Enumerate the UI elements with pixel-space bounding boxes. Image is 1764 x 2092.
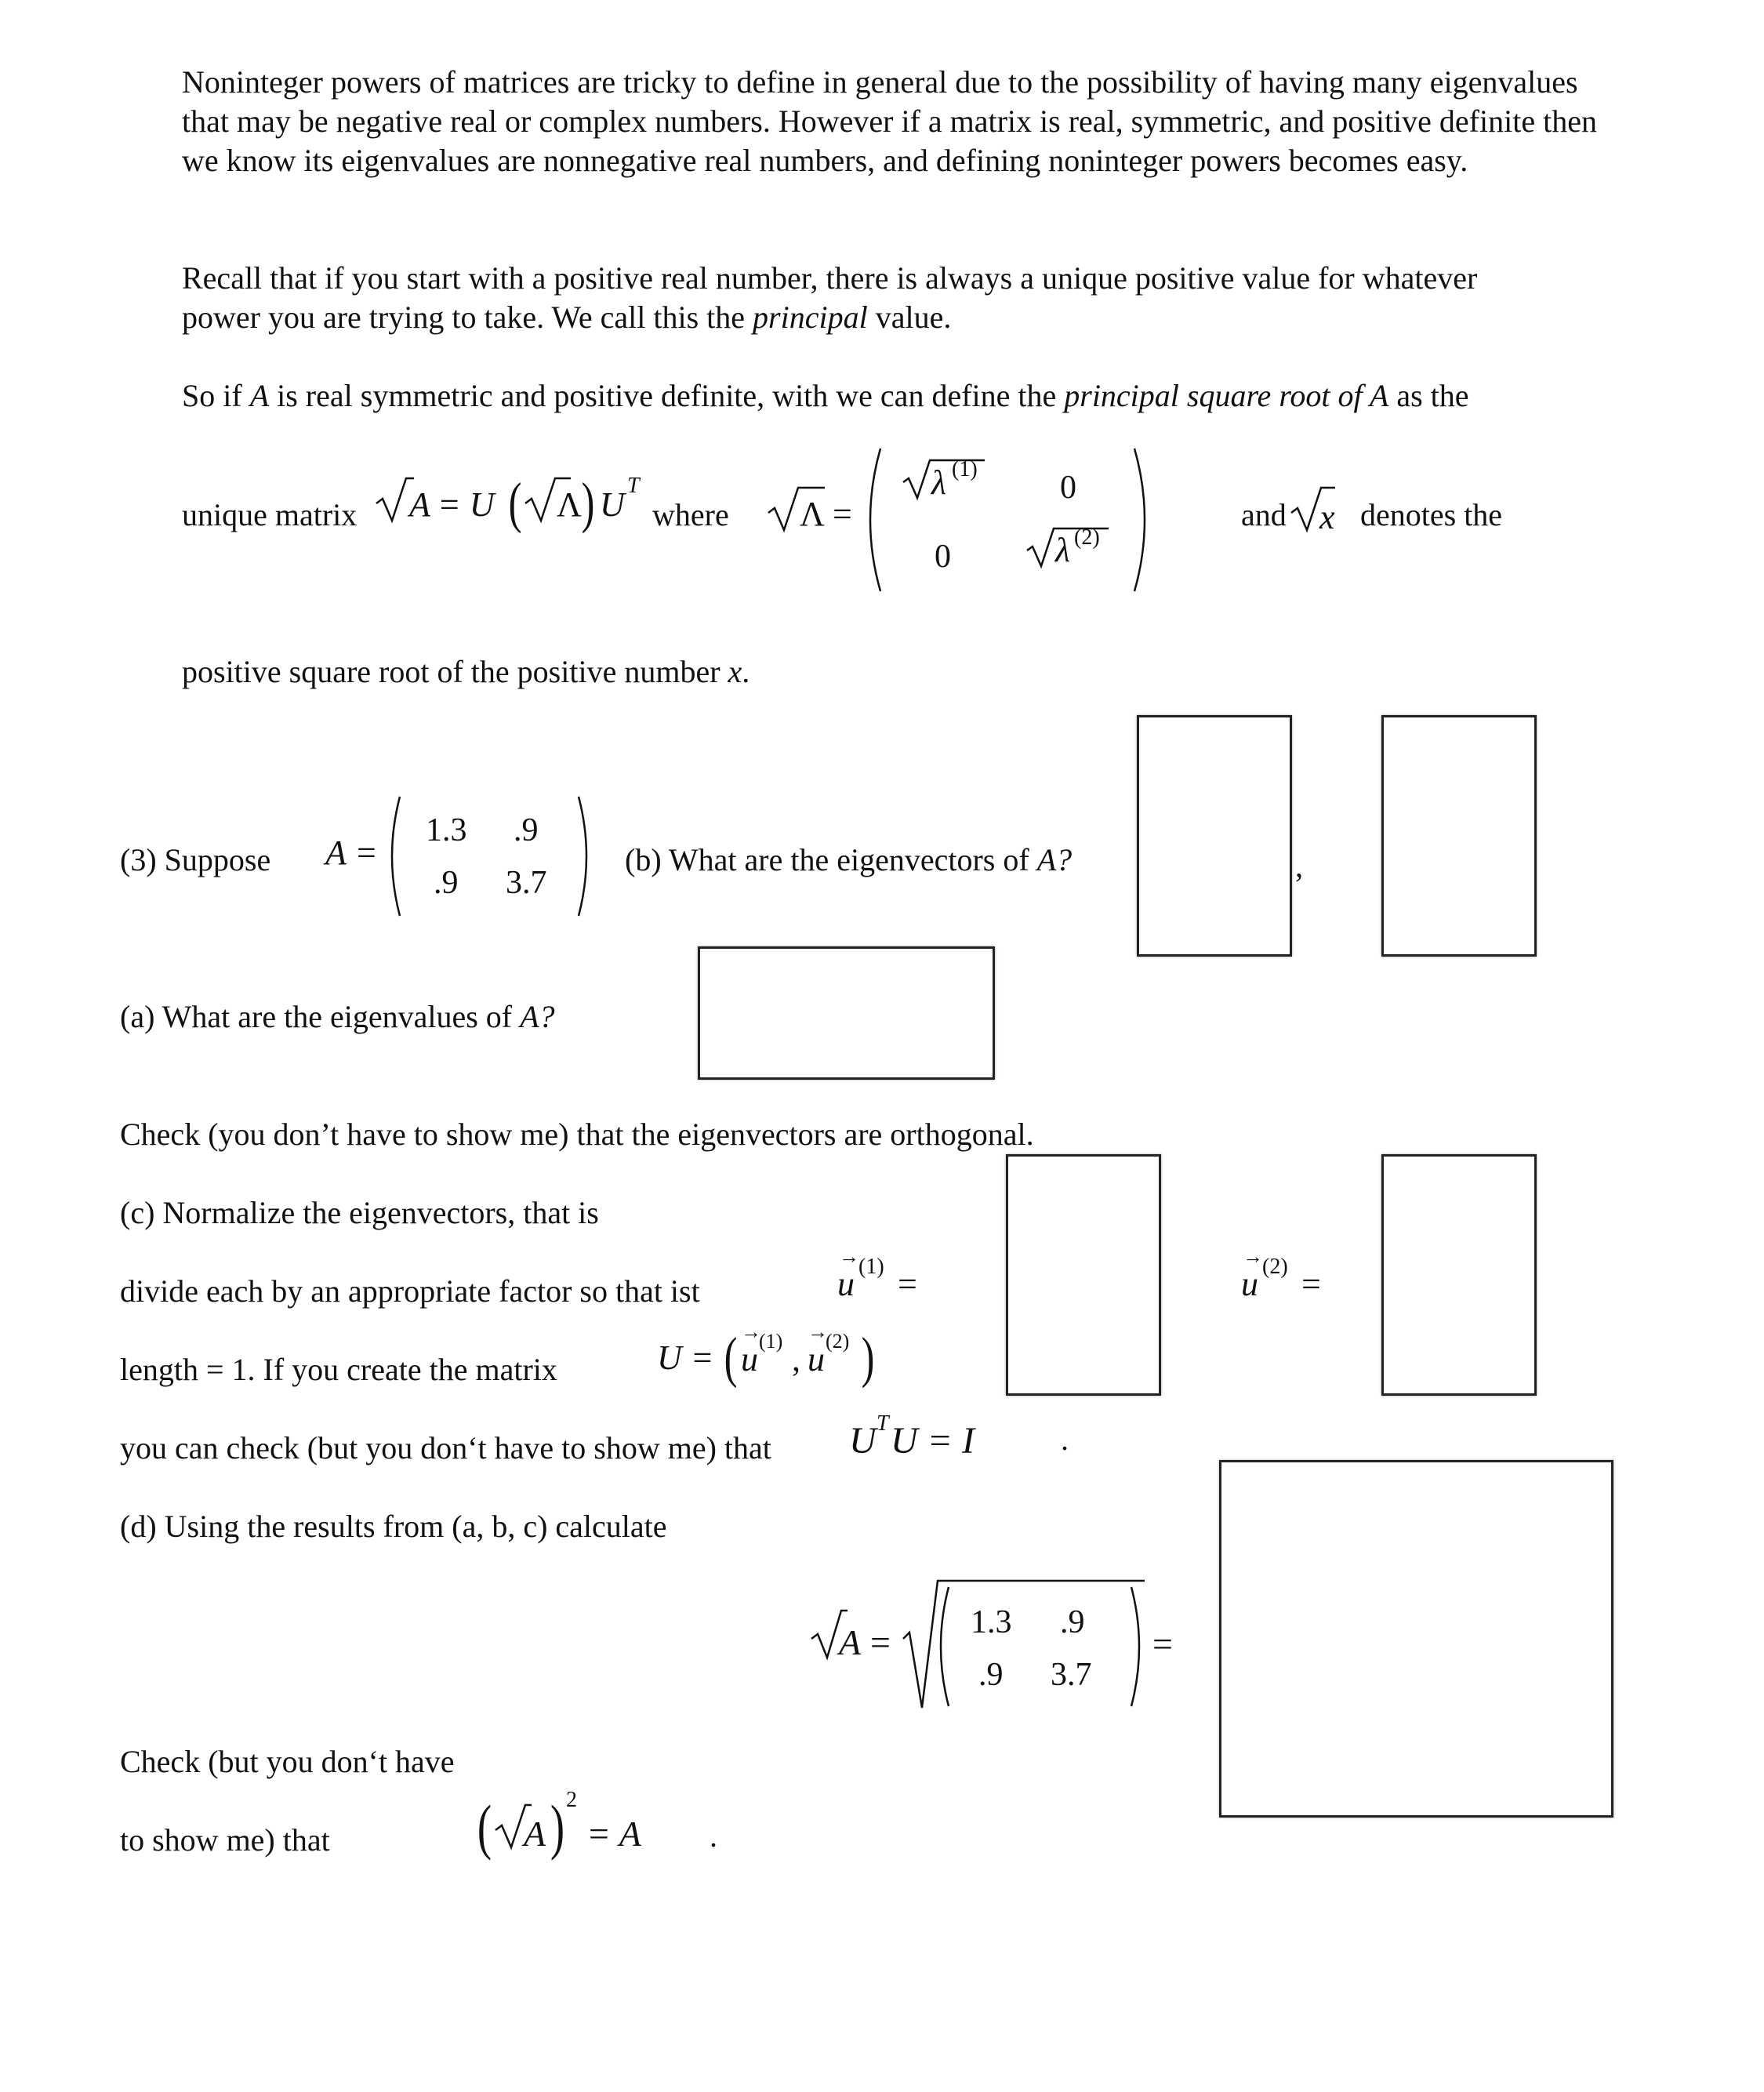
sq-equals-A: = A: [586, 1814, 641, 1854]
question-b-text: (b) What are the eigenvectors of: [625, 842, 1037, 877]
check2-line-1: Check (but you don‘t have: [120, 1744, 455, 1779]
part-c-line-2: divide each by an appropriate factor so that ist: [120, 1273, 700, 1309]
calc-matrix-21: .9: [978, 1657, 1004, 1693]
part-c-line-1: (c) Normalize the eigenvectors, that is: [120, 1195, 599, 1230]
part-c-line-4: you can check (but you don‘t have to show me) that: [120, 1430, 771, 1465]
U-u2-arrow: →: [808, 1320, 828, 1343]
where-label: where: [652, 497, 729, 532]
diag-zero-21: 0: [935, 539, 951, 575]
question-b-A: A?: [1036, 842, 1073, 877]
para3-text-a: So if: [182, 378, 250, 413]
part-c-line-3: length = 1. If you create the matrix: [120, 1352, 557, 1387]
para3-text-c: as the: [1388, 378, 1469, 413]
calc-A: A: [839, 1622, 862, 1662]
calc-equals-1: =: [870, 1622, 891, 1662]
u1-sup: (1): [858, 1255, 884, 1279]
and-label: and: [1241, 497, 1287, 532]
matrix-A-11: 1.3: [426, 812, 467, 848]
positive-sqrt-text: positive square root of the positive number: [182, 654, 728, 689]
U-u1-arrow: →: [741, 1320, 761, 1343]
part-d-line: (d) Using the results from (a, b, c) calculate: [120, 1509, 667, 1544]
unique-matrix-label: unique matrix: [182, 497, 358, 532]
intro-paragraph-1: Noninteger powers of matrices are tricky to define in general due to the possibility of having many eigenvalues that may be negative real or complex numbers. However if a matrix is real, symmetric, and positive definite then we know its eigenvalues are nonnegative real numbers, and defining noninteger powers becomes easy.: [182, 64, 1597, 178]
U-comma: ,: [792, 1340, 800, 1378]
denotes-the-label: denotes the: [1360, 497, 1503, 532]
positive-sqrt-x: x: [728, 654, 742, 689]
sq-exponent: 2: [566, 1788, 577, 1812]
UTU-U: U: [849, 1420, 877, 1462]
diag-zero-12: 0: [1060, 470, 1076, 506]
U-u1-sup: (1): [759, 1330, 783, 1353]
matrix-A-21: .9: [434, 865, 459, 901]
formula-eq-U: = U: [437, 485, 495, 524]
check2-line-2: to show me) that: [120, 1822, 330, 1858]
u2-sup: (2): [1262, 1255, 1288, 1279]
formula-right-paren: ): [581, 471, 595, 534]
diag-equals: =: [833, 495, 852, 533]
sq-dot: .: [710, 1818, 717, 1854]
question-a: [120, 997, 555, 1037]
calc-equals-2: =: [1152, 1624, 1173, 1664]
calc-matrix-12: .9: [1060, 1604, 1085, 1640]
diag-lambda-1: λ: [931, 463, 947, 502]
para3-text-b: is real symmetric and positive definite, with we can define the: [269, 378, 1065, 413]
question-a-A: A?: [520, 999, 555, 1034]
para2-text-a: Recall that if you start with a positive real number, there is always a unique positive value for whatever power you are trying to take. We call this the: [182, 260, 1478, 335]
sq-left-paren: (: [477, 1792, 492, 1861]
para2-text-b: value.: [867, 300, 952, 335]
check-orthogonal: Check (you don’t have to show me) that the eigenvectors are orthogonal.: [120, 1117, 1034, 1152]
formula-U: U: [600, 485, 625, 524]
u2-answer-box[interactable]: [1381, 1154, 1537, 1396]
eigenvector-1-answer-box[interactable]: [1137, 715, 1292, 957]
sq-right-paren: ): [550, 1792, 565, 1861]
positive-sqrt-end: .: [742, 654, 750, 689]
u2-arrow: →: [1243, 1245, 1263, 1268]
U-u2: u: [808, 1340, 825, 1378]
para3-principal-root: principal square root of A: [1064, 378, 1389, 413]
u2-equals: =: [1301, 1265, 1321, 1303]
matrix-A-12: .9: [514, 812, 539, 848]
problem-3-suppose: (3) Suppose: [120, 842, 271, 877]
eigenvector-2-answer-box[interactable]: [1381, 715, 1537, 957]
calc-matrix-22: 3.7: [1051, 1657, 1092, 1693]
U-matrix-label: U =: [657, 1338, 714, 1377]
formula-A: A: [409, 485, 430, 524]
eigenvalues-answer-box[interactable]: [698, 946, 995, 1080]
u1-answer-box[interactable]: [1006, 1154, 1161, 1396]
formula-T: T: [627, 474, 640, 498]
para2-principal: principal: [753, 300, 868, 335]
UTU-dot: .: [1061, 1422, 1069, 1457]
para3-A: A: [249, 378, 270, 413]
formula-left-paren: (: [508, 471, 522, 534]
UTU-T: T: [877, 1411, 889, 1436]
formula-Lambda: Λ: [557, 485, 582, 524]
sqrtA-answer-box[interactable]: [1219, 1460, 1613, 1818]
diag-sup-2: (2): [1074, 525, 1100, 550]
diag-lambda-2: λ: [1055, 531, 1071, 569]
question-a-text: (a) What are the eigenvalues of: [120, 999, 521, 1034]
question-b: [625, 841, 1072, 880]
eigenvector-comma: ,: [1295, 848, 1303, 884]
u2-vector: u: [1241, 1265, 1258, 1303]
U-right-paren: ): [861, 1326, 875, 1389]
calc-matrix-11: 1.3: [971, 1604, 1012, 1640]
positive-sqrt-line: [182, 652, 750, 692]
u1-arrow: →: [839, 1245, 859, 1268]
U-u1: u: [741, 1340, 758, 1378]
matrix-A-label: A =: [325, 834, 378, 872]
U-u2-sup: (2): [826, 1330, 850, 1353]
U-left-paren: (: [724, 1326, 738, 1389]
calc-matrix-parens: [931, 1584, 1147, 1709]
diag-Lambda: Λ: [800, 495, 825, 533]
UTU-rest: U = I: [891, 1420, 975, 1462]
intro-paragraph-2: [182, 259, 1562, 337]
u1-equals: =: [898, 1265, 917, 1303]
diag-sup-1: (1): [952, 457, 978, 481]
intro-paragraph-3: [182, 376, 1469, 416]
sqrt-sign-A: [375, 477, 414, 524]
matrix-A-22: 3.7: [506, 865, 547, 901]
matrix-A-parens: [383, 794, 602, 919]
sqrt-x: x: [1319, 498, 1335, 536]
u1-vector: u: [837, 1265, 855, 1303]
sq-A: A: [524, 1814, 546, 1854]
